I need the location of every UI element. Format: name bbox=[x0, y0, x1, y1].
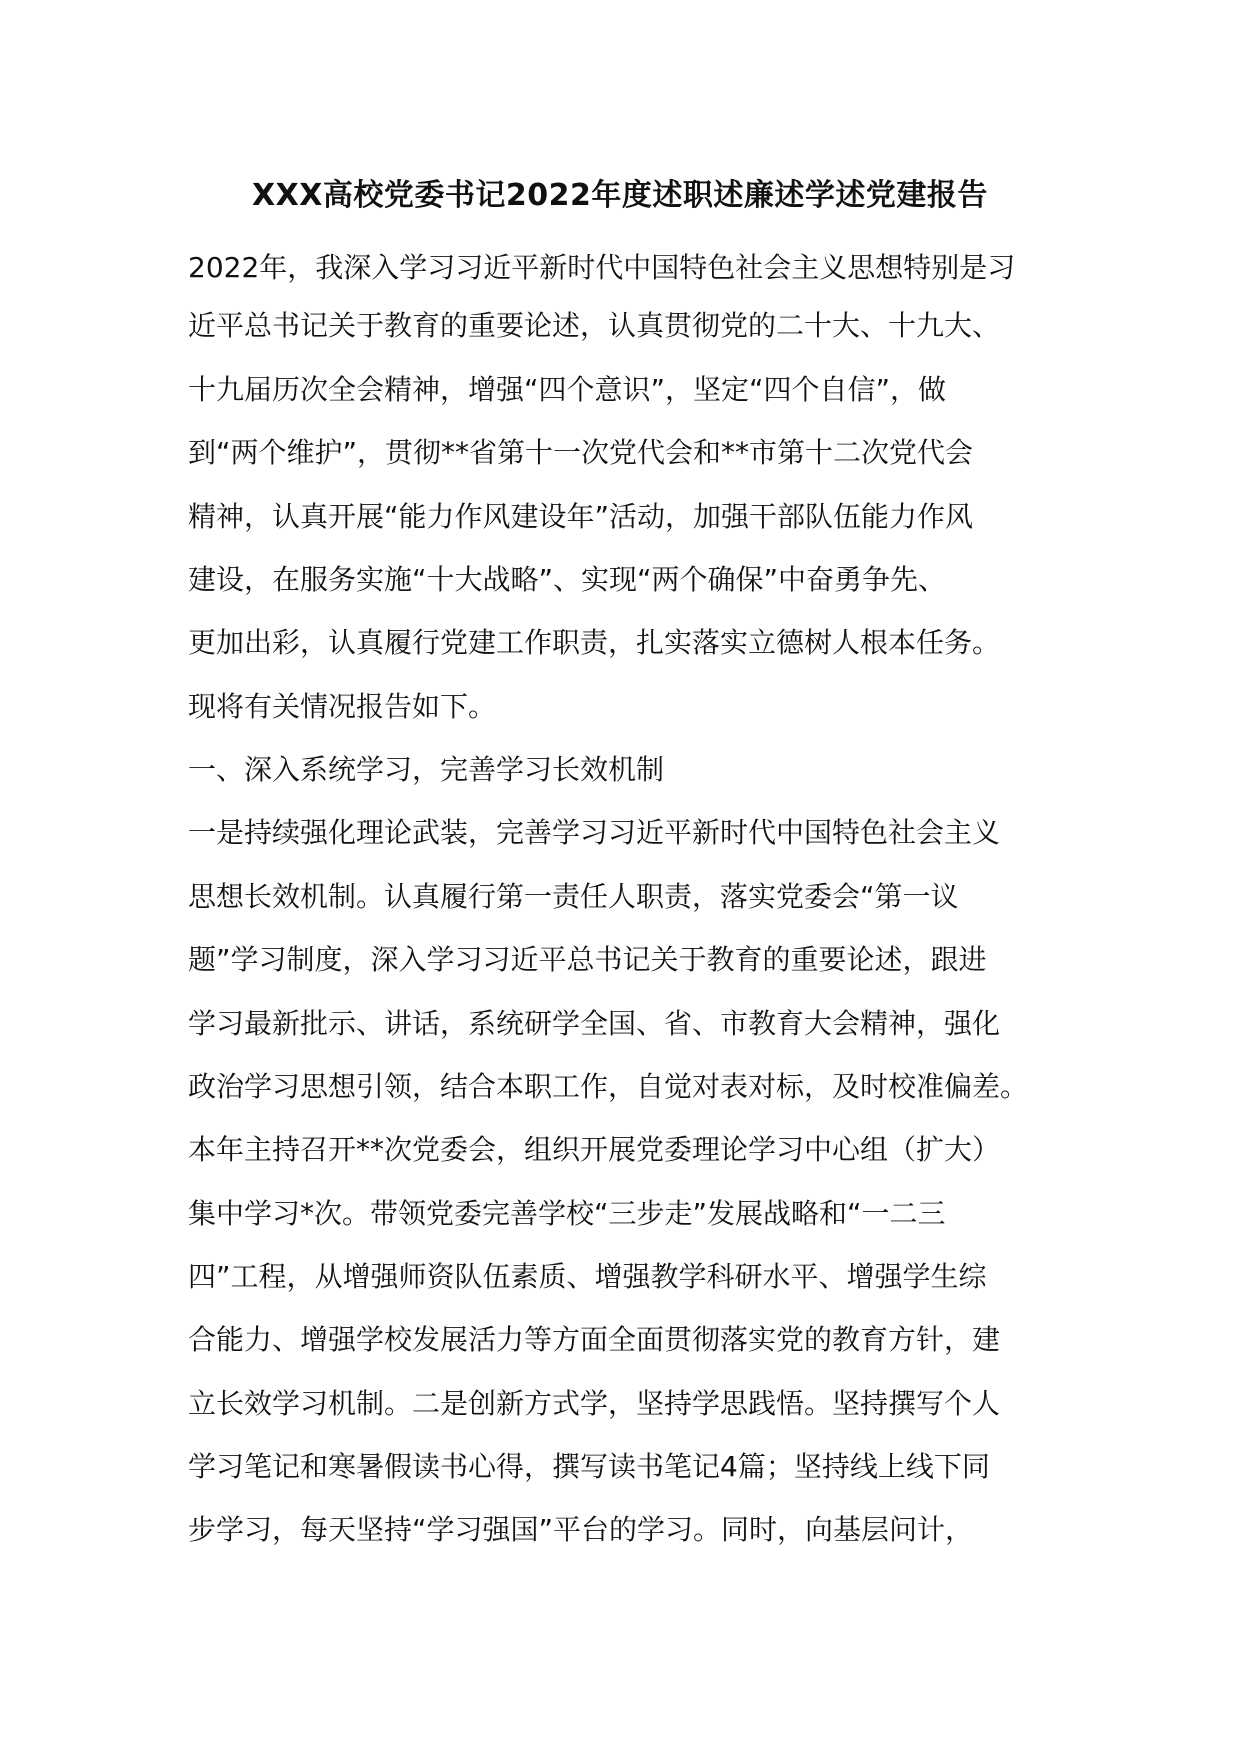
document-title: XXX高校党委书记2022年度述职述廉述学述党建报告 bbox=[252, 178, 988, 213]
paragraph-line: 政治学习思想引领，结合本职工作，自觉对表对标，及时校准偏差。 bbox=[188, 1070, 1029, 1103]
paragraph-line: 题”学习制度，深入学习习近平总书记关于教育的重要论述，跟进 bbox=[188, 943, 987, 976]
paragraph-line: 本年主持召开**次党委会，组织开展党委理论学习中心组（扩大） bbox=[188, 1133, 1001, 1166]
paragraph-line: 合能力、增强学校发展活力等方面全面贯彻落实党的教育方针，建 bbox=[188, 1323, 1001, 1356]
section-heading: 一、深入系统学习，完善学习长效机制 bbox=[188, 753, 665, 786]
paragraph-line: 思想长效机制。认真履行第一责任人职责，落实党委会“第一议 bbox=[188, 880, 959, 913]
paragraph-line: 近平总书记关于教育的重要论述，认真贯彻党的二十大、十九大、 bbox=[188, 309, 1001, 342]
paragraph-line: 集中学习*次。带领党委完善学校“三步走”发展战略和“一二三 bbox=[188, 1197, 946, 1230]
paragraph-line: 建设，在服务实施“十大战略”、实现“两个确保”中奋勇争先、 bbox=[188, 563, 947, 596]
paragraph-line: 一是持续强化理论武装，完善学习习近平新时代中国特色社会主义 bbox=[188, 816, 1001, 849]
paragraph-line: 更加出彩，认真履行党建工作职责，扎实落实立德树人根本任务。 bbox=[188, 626, 1001, 659]
paragraph-line: 到“两个维护”，贯彻**省第十一次党代会和**市第十二次党代会 bbox=[188, 436, 974, 469]
paragraph-line: 立长效学习机制。二是创新方式学，坚持学思践悟。坚持撰写个人 bbox=[188, 1387, 1001, 1420]
paragraph-line: 现将有关情况报告如下。 bbox=[188, 690, 497, 723]
paragraph-line: 十九届历次全会精神，增强“四个意识”，坚定“四个自信”，做 bbox=[188, 373, 947, 406]
paragraph-line: 2022年，我深入学习习近平新时代中国特色社会主义思想特别是习 bbox=[188, 251, 1016, 284]
paragraph-line: 步学习，每天坚持“学习强国”平台的学习。同时，向基层问计， bbox=[188, 1513, 974, 1546]
paragraph-line: 学习最新批示、讲话，系统研学全国、省、市教育大会精神，强化 bbox=[188, 1007, 1001, 1040]
paragraph-line: 四”工程，从增强师资队伍素质、增强教学科研水平、增强学生综 bbox=[188, 1260, 987, 1293]
paragraph-line: 学习笔记和寒暑假读书心得，撰写读书笔记4篇；坚持线上线下同 bbox=[188, 1450, 990, 1483]
paragraph-line: 精神，认真开展“能力作风建设年”活动，加强干部队伍能力作风 bbox=[188, 500, 974, 533]
